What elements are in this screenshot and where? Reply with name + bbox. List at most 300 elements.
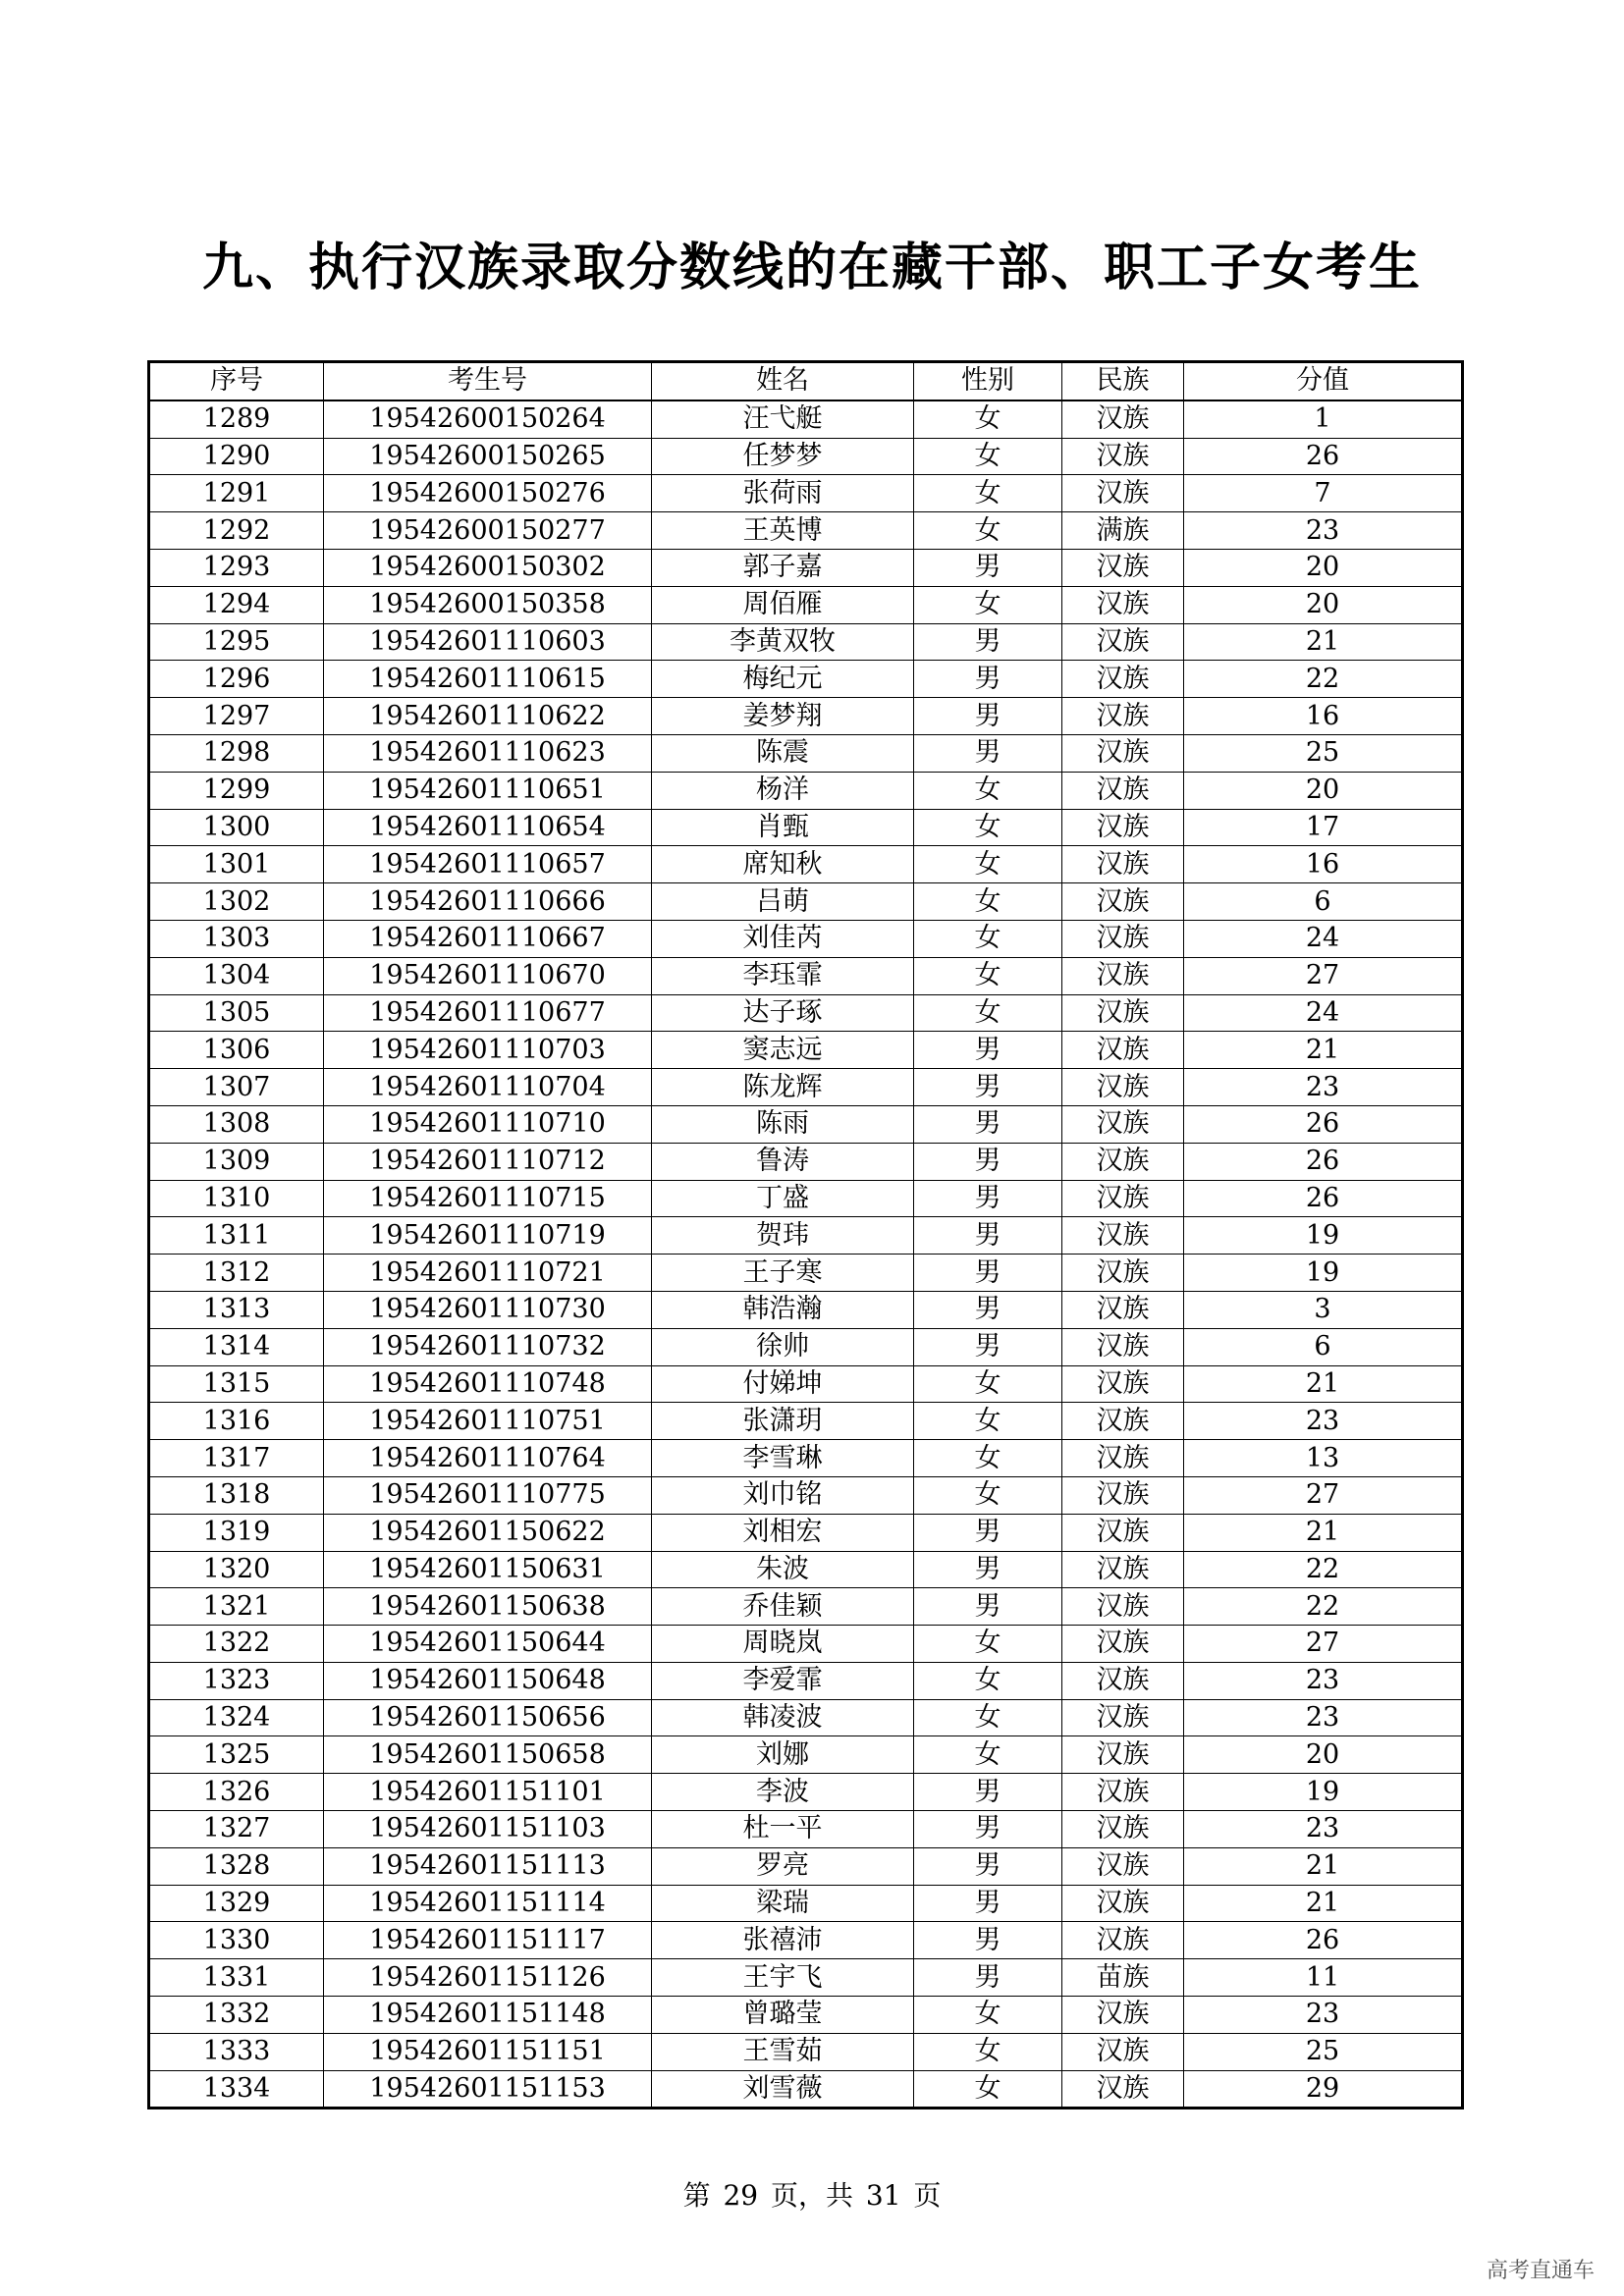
cell-ethnicity: 汉族: [1062, 809, 1184, 846]
cell-gender: 男: [914, 1032, 1062, 1069]
cell-gender: 女: [914, 1699, 1062, 1736]
cell-gender: 女: [914, 846, 1062, 883]
cell-ethnicity: 汉族: [1062, 1143, 1184, 1180]
cell-name: 韩浩瀚: [652, 1291, 914, 1328]
cell-exam-id: 19542601151101: [324, 1774, 652, 1811]
cell-ethnicity: 汉族: [1062, 1255, 1184, 1292]
cell-gender: 男: [914, 1069, 1062, 1106]
cell-score: 21: [1184, 1032, 1463, 1069]
table-row: [149, 1811, 1463, 1848]
cell-exam-id: 19542601150644: [324, 1626, 652, 1663]
cell-name: 刘娜: [652, 1736, 914, 1774]
cell-score: 21: [1184, 623, 1463, 661]
cell-ethnicity: 汉族: [1062, 1551, 1184, 1588]
page-title: 九、执行汉族录取分数线的在藏干部、职工子女考生: [201, 238, 1422, 297]
table-row: [149, 2070, 1463, 2109]
cell-seq: 1291: [149, 475, 324, 512]
cell-score: 20: [1184, 1736, 1463, 1774]
cell-ethnicity: 汉族: [1062, 438, 1184, 475]
table-row: [149, 846, 1463, 883]
cell-name: 杜一平: [652, 1811, 914, 1848]
cell-exam-id: 19542601110748: [324, 1365, 652, 1403]
cell-score: 6: [1184, 883, 1463, 921]
cell-seq: 1334: [149, 2070, 324, 2109]
cell-seq: 1325: [149, 1736, 324, 1774]
cell-ethnicity: 汉族: [1062, 1440, 1184, 1477]
cell-gender: 女: [914, 2070, 1062, 2109]
cell-score: 16: [1184, 846, 1463, 883]
table-row: [149, 1365, 1463, 1403]
cell-name: 李珏霏: [652, 957, 914, 994]
cell-seq: 1318: [149, 1476, 324, 1514]
table-row: [149, 1699, 1463, 1736]
cell-ethnicity: 汉族: [1062, 734, 1184, 772]
cell-name: 刘巾铭: [652, 1476, 914, 1514]
table-row: [149, 1514, 1463, 1551]
cell-exam-id: 19542601110712: [324, 1143, 652, 1180]
cell-name: 周佰雁: [652, 586, 914, 623]
table-row: [149, 883, 1463, 921]
cell-name: 李黄双牧: [652, 623, 914, 661]
cell-exam-id: 19542601110622: [324, 698, 652, 735]
cell-name: 鲁涛: [652, 1143, 914, 1180]
cell-exam-id: 19542600150264: [324, 400, 652, 438]
table-row: [149, 1662, 1463, 1699]
cell-seq: 1294: [149, 586, 324, 623]
cell-score: 27: [1184, 1476, 1463, 1514]
cell-seq: 1321: [149, 1588, 324, 1626]
cell-seq: 1310: [149, 1180, 324, 1217]
cell-seq: 1320: [149, 1551, 324, 1588]
cell-ethnicity: 汉族: [1062, 1811, 1184, 1848]
cell-seq: 1312: [149, 1255, 324, 1292]
cell-exam-id: 19542601110651: [324, 772, 652, 809]
table-row: [149, 1180, 1463, 1217]
cell-name: 丁盛: [652, 1180, 914, 1217]
table-row: [149, 1143, 1463, 1180]
cell-seq: 1328: [149, 1847, 324, 1885]
cell-exam-id: 19542601110677: [324, 994, 652, 1032]
header-exam-id: 考生号: [324, 362, 652, 400]
cell-name: 张潇玥: [652, 1403, 914, 1440]
cell-seq: 1332: [149, 1997, 324, 2034]
cell-score: 26: [1184, 1180, 1463, 1217]
header-row: [149, 362, 1463, 400]
table-row: [149, 698, 1463, 735]
cell-gender: 男: [914, 1143, 1062, 1180]
cell-name: 周晓岚: [652, 1626, 914, 1663]
cell-name: 肖甄: [652, 809, 914, 846]
cell-seq: 1324: [149, 1699, 324, 1736]
table-row: [149, 549, 1463, 586]
cell-name: 刘雪薇: [652, 2070, 914, 2109]
table-row: [149, 1551, 1463, 1588]
cell-seq: 1309: [149, 1143, 324, 1180]
cell-name: 王子寒: [652, 1255, 914, 1292]
cell-gender: 男: [914, 1885, 1062, 1922]
cell-score: 20: [1184, 549, 1463, 586]
cell-score: 22: [1184, 1551, 1463, 1588]
cell-seq: 1297: [149, 698, 324, 735]
cell-exam-id: 19542600150302: [324, 549, 652, 586]
cell-gender: 男: [914, 661, 1062, 698]
cell-ethnicity: 汉族: [1062, 994, 1184, 1032]
cell-score: 22: [1184, 1588, 1463, 1626]
cell-exam-id: 19542601150658: [324, 1736, 652, 1774]
cell-score: 20: [1184, 772, 1463, 809]
table-header: [149, 362, 1463, 400]
cell-exam-id: 19542600150358: [324, 586, 652, 623]
table-row: [149, 994, 1463, 1032]
cell-name: 陈龙辉: [652, 1069, 914, 1106]
cell-ethnicity: 满族: [1062, 512, 1184, 550]
cell-exam-id: 19542601151126: [324, 1959, 652, 1997]
cell-seq: 1316: [149, 1403, 324, 1440]
cell-exam-id: 19542601150622: [324, 1514, 652, 1551]
cell-exam-id: 19542601110732: [324, 1328, 652, 1365]
cell-score: 20: [1184, 586, 1463, 623]
cell-gender: 女: [914, 1662, 1062, 1699]
cell-name: 张禧沛: [652, 1922, 914, 1959]
cell-score: 23: [1184, 1403, 1463, 1440]
header-ethnicity: 民族: [1062, 362, 1184, 400]
cell-seq: 1304: [149, 957, 324, 994]
cell-gender: 女: [914, 1997, 1062, 2034]
table-row: [149, 1736, 1463, 1774]
table-row: [149, 1105, 1463, 1143]
cell-name: 陈震: [652, 734, 914, 772]
table-row: [149, 623, 1463, 661]
cell-name: 罗亮: [652, 1847, 914, 1885]
table-row: [149, 809, 1463, 846]
cell-name: 杨洋: [652, 772, 914, 809]
cell-ethnicity: 汉族: [1062, 1328, 1184, 1365]
table-row: [149, 1885, 1463, 1922]
cell-name: 汪弋艇: [652, 400, 914, 438]
cell-gender: 男: [914, 1180, 1062, 1217]
cell-exam-id: 19542601150631: [324, 1551, 652, 1588]
header-seq: 序号: [149, 362, 324, 400]
cell-ethnicity: 汉族: [1062, 1105, 1184, 1143]
cell-ethnicity: 汉族: [1062, 1626, 1184, 1663]
cell-ethnicity: 汉族: [1062, 1885, 1184, 1922]
cell-gender: 男: [914, 1255, 1062, 1292]
table-row: [149, 1588, 1463, 1626]
cell-gender: 男: [914, 1774, 1062, 1811]
table-row: [149, 772, 1463, 809]
cell-exam-id: 19542601110603: [324, 623, 652, 661]
header-name: 姓名: [652, 362, 914, 400]
cell-score: 27: [1184, 957, 1463, 994]
cell-exam-id: 19542601110764: [324, 1440, 652, 1477]
cell-gender: 男: [914, 1847, 1062, 1885]
cell-gender: 女: [914, 475, 1062, 512]
cell-exam-id: 19542601110703: [324, 1032, 652, 1069]
cell-seq: 1305: [149, 994, 324, 1032]
cell-name: 王宇飞: [652, 1959, 914, 1997]
table-row: [149, 1922, 1463, 1959]
cell-exam-id: 19542601110730: [324, 1291, 652, 1328]
cell-gender: 女: [914, 512, 1062, 550]
cell-ethnicity: 汉族: [1062, 1662, 1184, 1699]
cell-gender: 男: [914, 698, 1062, 735]
cell-exam-id: 19542600150277: [324, 512, 652, 550]
cell-score: 1: [1184, 400, 1463, 438]
cell-exam-id: 19542600150276: [324, 475, 652, 512]
header-score: 分值: [1184, 362, 1463, 400]
cell-ethnicity: 汉族: [1062, 957, 1184, 994]
cell-score: 6: [1184, 1328, 1463, 1365]
cell-score: 21: [1184, 1365, 1463, 1403]
cell-gender: 男: [914, 1291, 1062, 1328]
page-footer: 第 29 页，共 31 页: [682, 2179, 942, 2212]
cell-ethnicity: 汉族: [1062, 1774, 1184, 1811]
table-row: [149, 661, 1463, 698]
cell-name: 张荷雨: [652, 475, 914, 512]
cell-ethnicity: 汉族: [1062, 2033, 1184, 2070]
cell-exam-id: 19542601110775: [324, 1476, 652, 1514]
cell-ethnicity: 汉族: [1062, 400, 1184, 438]
cell-gender: 女: [914, 994, 1062, 1032]
header-gender: 性别: [914, 362, 1062, 400]
cell-exam-id: 19542601110666: [324, 883, 652, 921]
table-row: [149, 512, 1463, 550]
cell-seq: 1329: [149, 1885, 324, 1922]
cell-ethnicity: 汉族: [1062, 1180, 1184, 1217]
table-row: [149, 1847, 1463, 1885]
table-row: [149, 1255, 1463, 1292]
cell-gender: 男: [914, 1588, 1062, 1626]
cell-score: 11: [1184, 1959, 1463, 1997]
cell-seq: 1319: [149, 1514, 324, 1551]
cell-gender: 男: [914, 1551, 1062, 1588]
cell-score: 25: [1184, 2033, 1463, 2070]
cell-seq: 1293: [149, 549, 324, 586]
cell-name: 徐帅: [652, 1328, 914, 1365]
cell-exam-id: 19542601151117: [324, 1922, 652, 1959]
cell-seq: 1307: [149, 1069, 324, 1106]
cell-gender: 女: [914, 1365, 1062, 1403]
table-row: [149, 2033, 1463, 2070]
cell-exam-id: 19542601151148: [324, 1997, 652, 2034]
cell-name: 吕萌: [652, 883, 914, 921]
cell-score: 24: [1184, 994, 1463, 1032]
cell-gender: 女: [914, 1440, 1062, 1477]
cell-exam-id: 19542601150638: [324, 1588, 652, 1626]
cell-score: 23: [1184, 1997, 1463, 2034]
cell-seq: 1313: [149, 1291, 324, 1328]
cell-score: 13: [1184, 1440, 1463, 1477]
cell-exam-id: 19542601151114: [324, 1885, 652, 1922]
table-row: [149, 586, 1463, 623]
cell-gender: 女: [914, 438, 1062, 475]
cell-ethnicity: 汉族: [1062, 1699, 1184, 1736]
cell-ethnicity: 汉族: [1062, 1217, 1184, 1255]
cell-name: 李爱霏: [652, 1662, 914, 1699]
cell-seq: 1308: [149, 1105, 324, 1143]
table-row: [149, 1069, 1463, 1106]
table-row: [149, 957, 1463, 994]
cell-name: 刘相宏: [652, 1514, 914, 1551]
cell-name: 王英博: [652, 512, 914, 550]
table-row: [149, 1626, 1463, 1663]
cell-ethnicity: 汉族: [1062, 1588, 1184, 1626]
cell-seq: 1301: [149, 846, 324, 883]
cell-gender: 男: [914, 1105, 1062, 1143]
cell-score: 22: [1184, 661, 1463, 698]
cell-exam-id: 19542601150648: [324, 1662, 652, 1699]
cell-seq: 1323: [149, 1662, 324, 1699]
cell-score: 26: [1184, 1922, 1463, 1959]
cell-ethnicity: 汉族: [1062, 661, 1184, 698]
cell-seq: 1295: [149, 623, 324, 661]
cell-exam-id: 19542600150265: [324, 438, 652, 475]
cell-exam-id: 19542601110654: [324, 809, 652, 846]
table-row: [149, 438, 1463, 475]
cell-seq: 1302: [149, 883, 324, 921]
cell-score: 17: [1184, 809, 1463, 846]
cell-ethnicity: 汉族: [1062, 475, 1184, 512]
cell-score: 21: [1184, 1514, 1463, 1551]
cell-seq: 1300: [149, 809, 324, 846]
cell-gender: 男: [914, 734, 1062, 772]
cell-score: 27: [1184, 1626, 1463, 1663]
cell-ethnicity: 汉族: [1062, 1997, 1184, 2034]
cell-seq: 1298: [149, 734, 324, 772]
cell-gender: 男: [914, 1514, 1062, 1551]
student-table: [147, 360, 1464, 2109]
cell-ethnicity: 汉族: [1062, 1476, 1184, 1514]
cell-name: 韩凌波: [652, 1699, 914, 1736]
cell-score: 16: [1184, 698, 1463, 735]
cell-gender: 女: [914, 920, 1062, 957]
cell-exam-id: 19542601110615: [324, 661, 652, 698]
cell-seq: 1333: [149, 2033, 324, 2070]
cell-ethnicity: 汉族: [1062, 698, 1184, 735]
cell-exam-id: 19542601110719: [324, 1217, 652, 1255]
cell-gender: 男: [914, 1922, 1062, 1959]
cell-name: 李波: [652, 1774, 914, 1811]
cell-score: 25: [1184, 734, 1463, 772]
cell-seq: 1314: [149, 1328, 324, 1365]
cell-exam-id: 19542601151113: [324, 1847, 652, 1885]
cell-ethnicity: 汉族: [1062, 1291, 1184, 1328]
cell-gender: 女: [914, 1476, 1062, 1514]
table-row: [149, 1476, 1463, 1514]
cell-score: 29: [1184, 2070, 1463, 2109]
cell-ethnicity: 汉族: [1062, 586, 1184, 623]
cell-gender: 女: [914, 883, 1062, 921]
cell-ethnicity: 汉族: [1062, 1514, 1184, 1551]
table-row: [149, 1997, 1463, 2034]
table-row: [149, 1403, 1463, 1440]
cell-score: 26: [1184, 438, 1463, 475]
cell-name: 郭子嘉: [652, 549, 914, 586]
cell-name: 刘佳芮: [652, 920, 914, 957]
cell-seq: 1330: [149, 1922, 324, 1959]
cell-gender: 男: [914, 623, 1062, 661]
table-row: [149, 1217, 1463, 1255]
cell-gender: 女: [914, 2033, 1062, 2070]
cell-seq: 1317: [149, 1440, 324, 1477]
cell-gender: 男: [914, 1328, 1062, 1365]
cell-ethnicity: 汉族: [1062, 772, 1184, 809]
cell-score: 23: [1184, 512, 1463, 550]
cell-ethnicity: 汉族: [1062, 549, 1184, 586]
cell-exam-id: 19542601110623: [324, 734, 652, 772]
cell-exam-id: 19542601110751: [324, 1403, 652, 1440]
cell-ethnicity: 汉族: [1062, 883, 1184, 921]
cell-gender: 男: [914, 549, 1062, 586]
cell-ethnicity: 汉族: [1062, 1403, 1184, 1440]
cell-exam-id: 19542601110667: [324, 920, 652, 957]
watermark: 高考直通车: [1486, 2259, 1595, 2283]
cell-score: 21: [1184, 1847, 1463, 1885]
cell-score: 19: [1184, 1255, 1463, 1292]
cell-exam-id: 19542601110670: [324, 957, 652, 994]
cell-score: 23: [1184, 1699, 1463, 1736]
cell-score: 21: [1184, 1885, 1463, 1922]
cell-seq: 1292: [149, 512, 324, 550]
cell-name: 姜梦翔: [652, 698, 914, 735]
cell-seq: 1303: [149, 920, 324, 957]
cell-gender: 女: [914, 809, 1062, 846]
cell-seq: 1326: [149, 1774, 324, 1811]
cell-name: 梁瑞: [652, 1885, 914, 1922]
cell-name: 曾璐莹: [652, 1997, 914, 2034]
cell-exam-id: 19542601151153: [324, 2070, 652, 2109]
cell-score: 19: [1184, 1774, 1463, 1811]
cell-exam-id: 19542601110715: [324, 1180, 652, 1217]
cell-ethnicity: 汉族: [1062, 623, 1184, 661]
cell-exam-id: 19542601151151: [324, 2033, 652, 2070]
cell-score: 23: [1184, 1069, 1463, 1106]
cell-name: 陈雨: [652, 1105, 914, 1143]
table-body: [149, 400, 1463, 2109]
cell-exam-id: 19542601151103: [324, 1811, 652, 1848]
cell-seq: 1311: [149, 1217, 324, 1255]
cell-name: 王雪茹: [652, 2033, 914, 2070]
cell-gender: 男: [914, 1217, 1062, 1255]
cell-ethnicity: 汉族: [1062, 1922, 1184, 1959]
cell-score: 7: [1184, 475, 1463, 512]
table-row: [149, 734, 1463, 772]
cell-ethnicity: 汉族: [1062, 1736, 1184, 1774]
table-row: [149, 400, 1463, 438]
cell-ethnicity: 汉族: [1062, 846, 1184, 883]
cell-score: 23: [1184, 1662, 1463, 1699]
cell-name: 达子琢: [652, 994, 914, 1032]
cell-score: 26: [1184, 1105, 1463, 1143]
cell-exam-id: 19542601150656: [324, 1699, 652, 1736]
table-row: [149, 1291, 1463, 1328]
cell-score: 26: [1184, 1143, 1463, 1180]
cell-gender: 女: [914, 957, 1062, 994]
cell-score: 3: [1184, 1291, 1463, 1328]
cell-gender: 女: [914, 1626, 1062, 1663]
cell-gender: 男: [914, 1811, 1062, 1848]
cell-name: 付娣坤: [652, 1365, 914, 1403]
table-row: [149, 1328, 1463, 1365]
cell-name: 贺玮: [652, 1217, 914, 1255]
cell-name: 乔佳颖: [652, 1588, 914, 1626]
table-row: [149, 1774, 1463, 1811]
cell-exam-id: 19542601110710: [324, 1105, 652, 1143]
cell-ethnicity: 汉族: [1062, 2070, 1184, 2109]
cell-ethnicity: 汉族: [1062, 1365, 1184, 1403]
cell-seq: 1322: [149, 1626, 324, 1663]
table-row: [149, 475, 1463, 512]
